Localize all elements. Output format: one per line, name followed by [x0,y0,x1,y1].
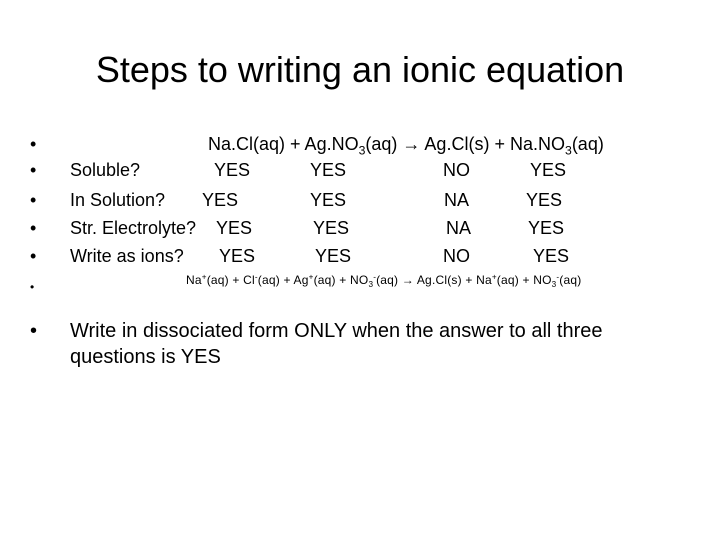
bullet-6: • [30,280,35,294]
cell-agcl: NA [444,190,470,210]
rule-note: Write in dissociated form ONLY when the answer to all three questions is YES [70,320,603,368]
bullet-5: • [30,246,37,266]
cell-agcl: NO [443,246,470,266]
cell-nacl: YES [219,246,256,266]
row-soluble [0,157,720,183]
row-label: Write as ions? [70,246,184,266]
cell-agcl: NO [443,160,470,180]
bullet-1: • [30,134,37,154]
cell-nano3: YES [526,190,563,210]
cell-agcl: NA [446,218,472,238]
note-bullet: • [30,320,38,342]
slide-title: Steps to writing an ionic equation [95,49,625,90]
cell-nacl: YES [214,160,251,180]
ionic-equation: $Na^+(aq) + Cl^-(aq) + Ag^+(aq) + NO_3^-(aq) \to Ag.Cl(s) + Na^+(aq) + NO_3^-(aq)$ [186,272,582,289]
bullet-3: • [30,190,37,210]
bullet-2: • [30,160,37,180]
bullet-4: • [30,218,37,238]
cell-nano3: YES [533,246,570,266]
cell-agno3: YES [313,218,350,238]
cell-nano3: YES [530,160,567,180]
cell-nacl: YES [216,218,253,238]
cell-nacl: YES [202,190,239,210]
row-in-solution [0,187,720,213]
cell-nano3: YES [528,218,565,238]
row-write-as-ions [0,243,720,269]
row-label: Str. Electrolyte? [70,218,197,238]
cell-agno3: YES [315,246,352,266]
cell-agno3: YES [310,160,347,180]
cell-agno3: YES [310,190,347,210]
row-label: Soluble? [70,160,141,180]
row-label: In Solution? [70,190,166,210]
molecular-equation: $Na.Cl(aq) + Ag.NO_3(aq) \to Ag.Cl(s) + Na.NO_3(aq)$ [208,134,604,158]
row-electrolyte [0,215,720,241]
